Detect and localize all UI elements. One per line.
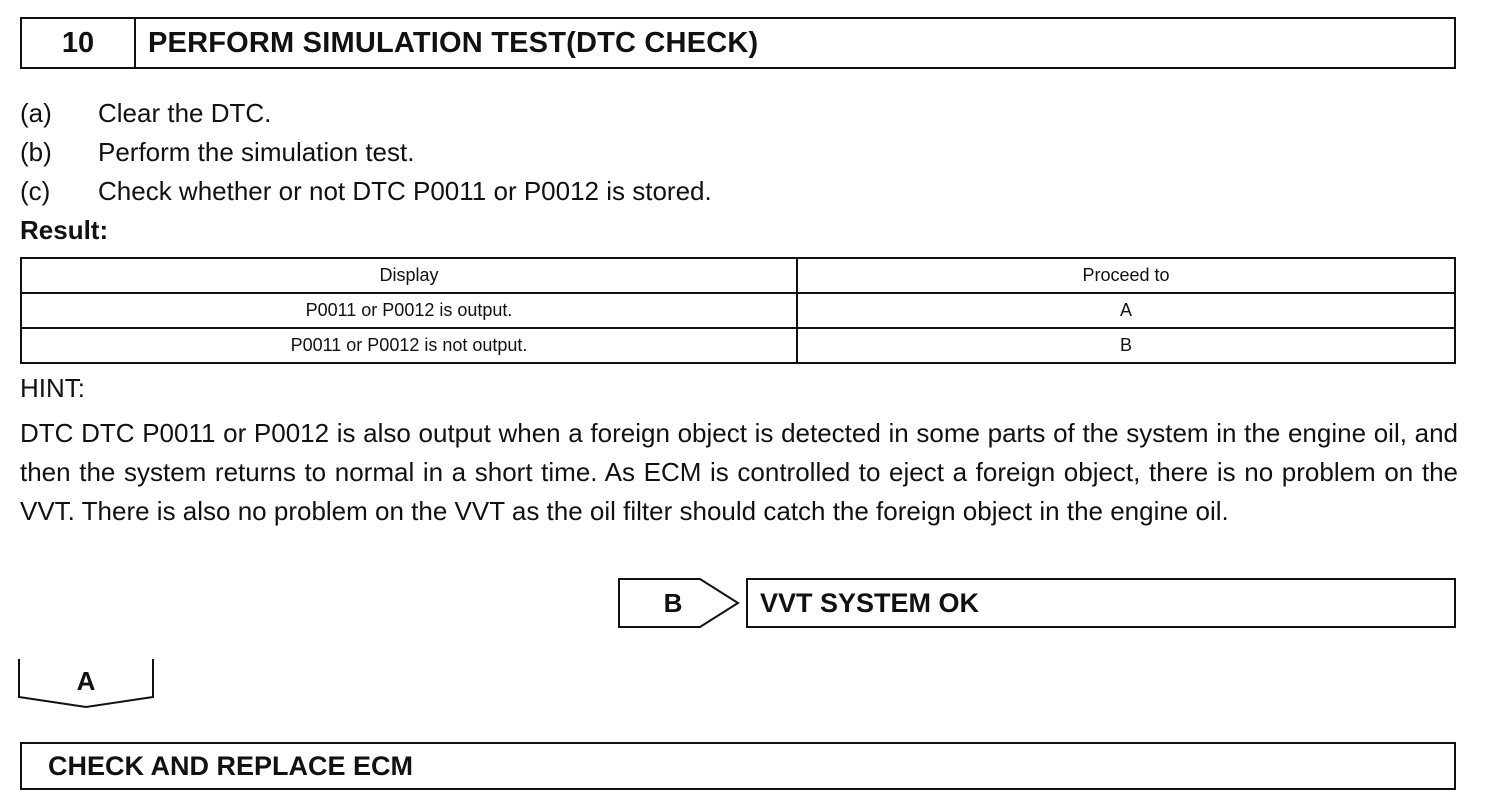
step-header bbox=[20, 17, 1456, 69]
step-item-label: (a) bbox=[20, 98, 52, 128]
step-list bbox=[20, 94, 1020, 211]
result-table bbox=[20, 257, 1456, 364]
table-row bbox=[21, 293, 1455, 328]
step-item-text: Check whether or not DTC P0011 or P0012 is stored. bbox=[98, 176, 712, 206]
step-item bbox=[20, 172, 1020, 211]
step-item-label: (c) bbox=[20, 176, 51, 206]
cell-display: P0011 or P0012 is output. bbox=[21, 293, 797, 328]
step-item-text: Perform the simulation test. bbox=[98, 137, 415, 167]
hint-label: HINT: bbox=[20, 373, 85, 403]
branch-b-result: VVT SYSTEM OK bbox=[746, 578, 1456, 628]
branch-b-letter: B bbox=[663, 587, 683, 618]
table-header-row bbox=[21, 258, 1455, 293]
step-number: 10 bbox=[22, 19, 136, 67]
step-title: PERFORM SIMULATION TEST(DTC CHECK) bbox=[148, 26, 759, 59]
column-header-display: Display bbox=[21, 258, 797, 293]
step-item-text: Clear the DTC. bbox=[98, 98, 272, 128]
cell-proceed: A bbox=[797, 293, 1455, 328]
column-header-proceed: Proceed to bbox=[797, 258, 1455, 293]
result-label: Result: bbox=[20, 215, 109, 245]
step-item bbox=[20, 94, 1020, 133]
final-step-box: CHECK AND REPLACE ECM bbox=[20, 742, 1456, 790]
branch-a-letter: A bbox=[76, 665, 96, 696]
step-item-label: (b) bbox=[20, 137, 52, 167]
branch-a bbox=[18, 658, 158, 710]
cell-display: P0011 or P0012 is not output. bbox=[21, 328, 797, 363]
table-row bbox=[21, 328, 1455, 363]
hint-text: DTC DTC P0011 or P0012 is also output when a foreign object is detected in some parts of the system in the engine oil, and then the system returns to normal in a short time. As ECM is controlled to eject a foreign object, there is no problem on the VVT. There is also no problem on the VVT as the oil filter should catch the foreign object in the engine oil. bbox=[20, 418, 1458, 526]
step-item bbox=[20, 133, 1020, 172]
cell-proceed: B bbox=[797, 328, 1455, 363]
branch-b bbox=[618, 578, 1456, 628]
